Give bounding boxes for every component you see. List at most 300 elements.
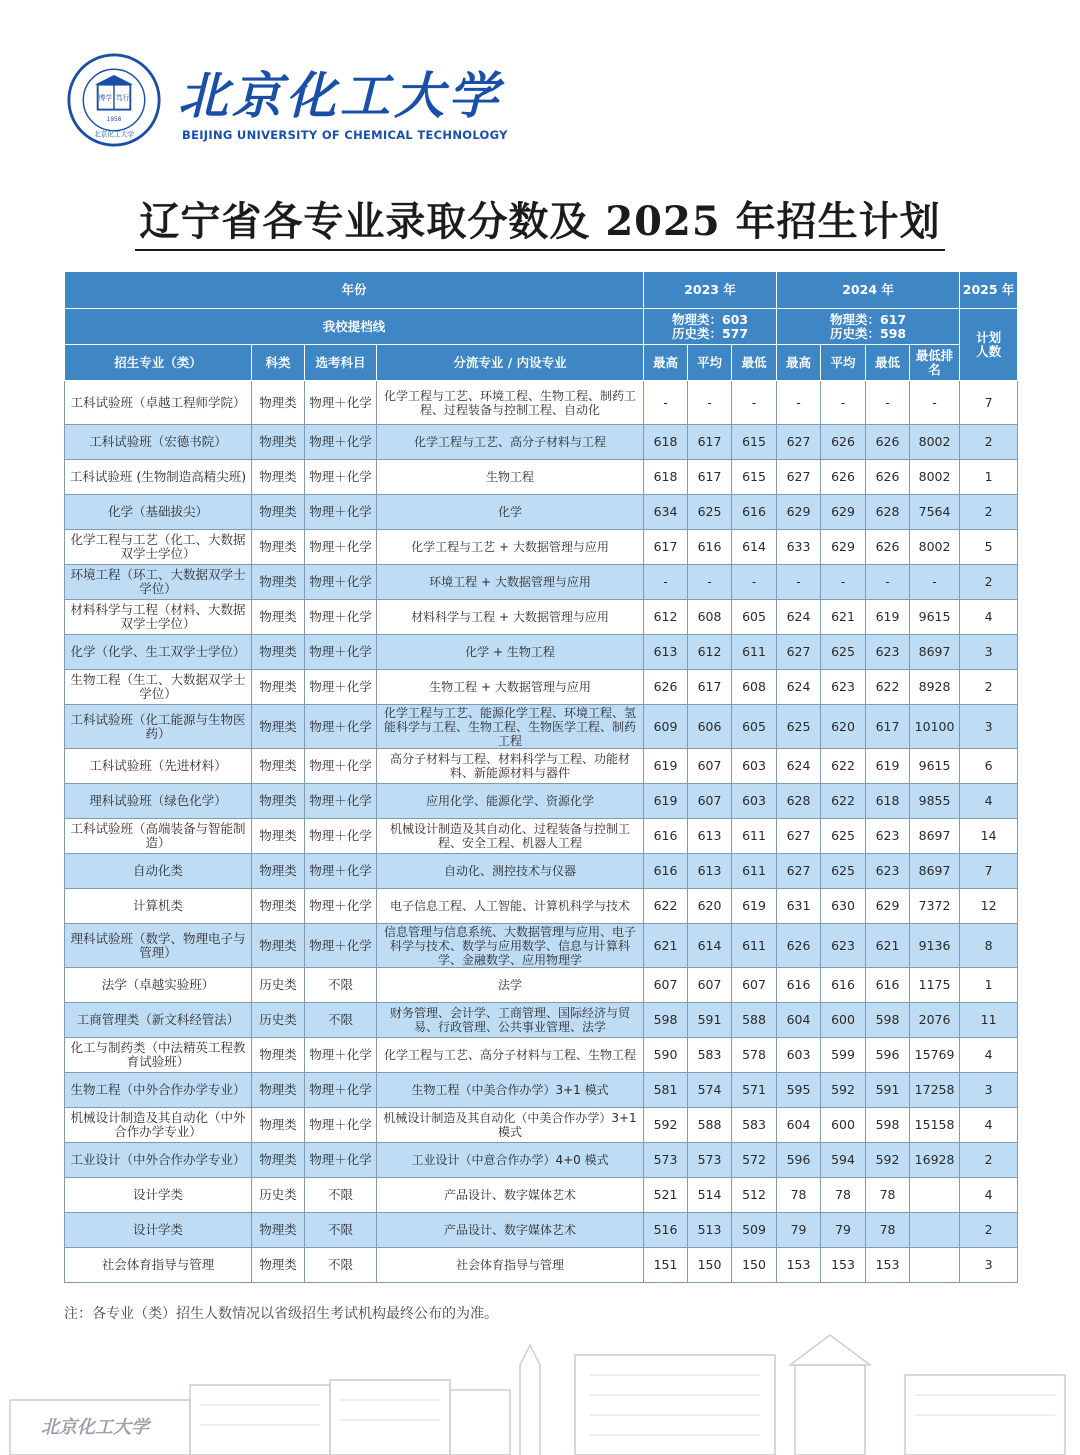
table-cell: 工业设计（中意合作办学）4+0 模式 (377, 1143, 644, 1178)
table-cell: 工科试验班（高端装备与智能制造） (65, 819, 252, 854)
table-cell: 1 (960, 460, 1018, 495)
table-cell: 工业设计（中外合作办学专业） (65, 1143, 252, 1178)
table-cell: 生物工程 + 大数据管理与应用 (377, 670, 644, 705)
table-cell: 化学工程与工艺、高分子材料与工程 (377, 425, 644, 460)
table-cell: 物理＋化学 (305, 460, 377, 495)
table-cell: 622 (821, 784, 866, 819)
table-cell: 16928 (910, 1143, 960, 1178)
table-cell: 物理类 (252, 1213, 305, 1248)
table-cell: 1175 (910, 968, 960, 1003)
table-cell: 627 (777, 819, 821, 854)
table-row (65, 1213, 1018, 1248)
table-cell: 624 (777, 670, 821, 705)
brand-header (60, 52, 508, 152)
table-row (65, 924, 1018, 968)
table-cell: 631 (777, 889, 821, 924)
table-cell: 物理类 (252, 600, 305, 635)
table-cell: 605 (732, 600, 777, 635)
table-cell: 物理＋化学 (305, 1108, 377, 1143)
table-cell: 613 (688, 854, 732, 889)
table-cell: 工科试验班（宏德书院） (65, 425, 252, 460)
table-cell: 588 (732, 1003, 777, 1038)
table-cell: 材料科学与工程（材料、大数据双学士学位） (65, 600, 252, 635)
table-cell: 514 (688, 1178, 732, 1213)
plan-count-label: 计划人数 (976, 329, 1002, 359)
table-cell: 化学 + 生物工程 (377, 635, 644, 670)
table-cell: 592 (821, 1073, 866, 1108)
table-cell: 623 (821, 670, 866, 705)
table-cell: 法学（卓越实验班） (65, 968, 252, 1003)
table-cell: 591 (688, 1003, 732, 1038)
table-cell: 化学（化学、生工双学士学位） (65, 635, 252, 670)
table-row (65, 705, 1018, 749)
table-cell: - (866, 381, 910, 425)
table-cell: 化学工程与工艺、环境工程、生物工程、制药工程、过程装备与控制工程、自动化 (377, 381, 644, 425)
table-cell: 598 (866, 1003, 910, 1038)
table-cell: 生物工程（中美合作办学）3+1 模式 (377, 1073, 644, 1108)
table-cell: - (688, 381, 732, 425)
table-cell: 3 (960, 1073, 1018, 1108)
table-cell: 623 (821, 924, 866, 968)
table-cell: 616 (644, 819, 688, 854)
table-cell: 生物工程（中外合作办学专业） (65, 1073, 252, 1108)
table-cell: 614 (688, 924, 732, 968)
table-cell: 物理类 (252, 381, 305, 425)
table-cell: 3 (960, 635, 1018, 670)
column-header: 最低排名 (910, 345, 960, 381)
table-cell: 509 (732, 1213, 777, 1248)
table-row (65, 1248, 1018, 1283)
table-cell: 622 (821, 749, 866, 784)
table-cell: 612 (688, 635, 732, 670)
table-cell: 物理＋化学 (305, 854, 377, 889)
table-cell: 物理类 (252, 1038, 305, 1073)
table-cell: 2 (960, 670, 1018, 705)
threshold-2024-history: 历史类：598 (830, 325, 907, 341)
table-cell: 物理＋化学 (305, 1073, 377, 1108)
table-row (65, 565, 1018, 600)
table-cell: 578 (732, 1038, 777, 1073)
table-cell: 619 (732, 889, 777, 924)
threshold-2024-physics: 物理类：617 (830, 311, 907, 327)
table-cell: 625 (821, 635, 866, 670)
table-cell: 613 (644, 635, 688, 670)
table-cell: 592 (866, 1143, 910, 1178)
table-cell: 9615 (910, 749, 960, 784)
table-cell: 613 (688, 819, 732, 854)
table-cell: 1 (960, 968, 1018, 1003)
table-cell: 物理＋化学 (305, 670, 377, 705)
table-cell: 工科试验班（先进材料） (65, 749, 252, 784)
table-row (65, 381, 1018, 425)
table-cell: 物理＋化学 (305, 530, 377, 565)
table-cell: 物理＋化学 (305, 924, 377, 968)
table-cell: 12 (960, 889, 1018, 924)
table-cell: 621 (644, 924, 688, 968)
threshold-2023 (644, 309, 777, 345)
table-cell: 2 (960, 425, 1018, 460)
table-cell: 626 (821, 425, 866, 460)
table-cell: 151 (644, 1248, 688, 1283)
table-cell: 626 (777, 924, 821, 968)
table-row (65, 968, 1018, 1003)
footer-brand: 北京化工大学 (41, 1417, 149, 1438)
table-cell: 618 (644, 460, 688, 495)
table-cell: 物理类 (252, 854, 305, 889)
table-cell: - (644, 381, 688, 425)
table-cell: 611 (732, 819, 777, 854)
table-cell: 624 (777, 749, 821, 784)
table-cell: 物理＋化学 (305, 749, 377, 784)
table-cell: 不限 (305, 1248, 377, 1283)
table-cell: 物理类 (252, 565, 305, 600)
table-cell: 9136 (910, 924, 960, 968)
table-cell: 物理＋化学 (305, 705, 377, 749)
page-title-text: 辽宁省各专业录取分数及 2025 年招生计划 (135, 198, 944, 251)
table-cell: 8002 (910, 460, 960, 495)
table-cell: 8697 (910, 819, 960, 854)
table-cell: 化学（基础拔尖） (65, 495, 252, 530)
table-cell: 高分子材料与工程、材料科学与工程、功能材料、新能源材料与器件 (377, 749, 644, 784)
table-cell: 611 (732, 854, 777, 889)
table-cell: 599 (821, 1038, 866, 1073)
column-header-row (65, 345, 1018, 381)
table-cell: 78 (866, 1178, 910, 1213)
table-cell: 627 (777, 460, 821, 495)
table-body (65, 381, 1018, 1283)
table-cell: 79 (777, 1213, 821, 1248)
table-cell: 78 (866, 1213, 910, 1248)
table-cell: - (777, 381, 821, 425)
table-cell: 78 (777, 1178, 821, 1213)
table-cell: 617 (688, 670, 732, 705)
table-cell: 8928 (910, 670, 960, 705)
table-cell: 616 (866, 968, 910, 1003)
table-cell: 不限 (305, 968, 377, 1003)
table-cell: 物理＋化学 (305, 495, 377, 530)
table-cell: 607 (688, 784, 732, 819)
table-cell: 4 (960, 1108, 1018, 1143)
table-cell: 8697 (910, 854, 960, 889)
threshold-2024 (777, 309, 960, 345)
table-cell: 626 (866, 530, 910, 565)
table-cell: 603 (732, 749, 777, 784)
table-cell: - (732, 565, 777, 600)
table-cell: 621 (866, 924, 910, 968)
table-cell: - (644, 565, 688, 600)
table-cell (910, 1178, 960, 1213)
table-cell: 516 (644, 1213, 688, 1248)
table-cell: 588 (688, 1108, 732, 1143)
table-cell: 623 (866, 819, 910, 854)
table-cell: 153 (866, 1248, 910, 1283)
table-cell: 583 (732, 1108, 777, 1143)
table-cell: 617 (688, 460, 732, 495)
table-cell: 14 (960, 819, 1018, 854)
table-cell: 619 (644, 749, 688, 784)
column-header: 最低 (866, 345, 910, 381)
table-cell: 9855 (910, 784, 960, 819)
table-cell: 619 (644, 784, 688, 819)
table-cell: 626 (866, 425, 910, 460)
table-cell: 6 (960, 749, 1018, 784)
table-cell: 化学工程与工艺 + 大数据管理与应用 (377, 530, 644, 565)
university-seal-icon (66, 52, 162, 148)
seal-inner-right: 笃行 (115, 94, 130, 102)
table-cell: 622 (644, 889, 688, 924)
table-cell: 化学工程与工艺、能源化学工程、环境工程、氢能科学与工程、生物工程、生物医学工程、制药工程 (377, 705, 644, 749)
table-cell: 623 (866, 635, 910, 670)
table-cell: 620 (821, 705, 866, 749)
table-cell (910, 1248, 960, 1283)
table-cell: - (732, 381, 777, 425)
table-cell: 634 (644, 495, 688, 530)
table-cell: 627 (777, 425, 821, 460)
table-cell: 应用化学、能源化学、资源化学 (377, 784, 644, 819)
table-cell: 物理类 (252, 1108, 305, 1143)
table-cell: 630 (821, 889, 866, 924)
table-cell: - (910, 565, 960, 600)
page-title (0, 190, 1080, 247)
year-2025: 2025 年 (960, 272, 1018, 309)
threshold-label: 我校提档线 (65, 309, 644, 345)
table-cell: 17258 (910, 1073, 960, 1108)
table-cell: 629 (821, 495, 866, 530)
table-cell: 物理类 (252, 1143, 305, 1178)
table-cell: 不限 (305, 1178, 377, 1213)
table-cell: 4 (960, 1038, 1018, 1073)
table-cell: 设计学类 (65, 1213, 252, 1248)
year-2024: 2024 年 (777, 272, 960, 309)
table-cell: 物理类 (252, 460, 305, 495)
table-cell: 5 (960, 530, 1018, 565)
table-cell: 4 (960, 1178, 1018, 1213)
table-cell: 619 (866, 749, 910, 784)
table-cell: 物理类 (252, 749, 305, 784)
table-cell: 环境工程（环工、大数据双学士学位） (65, 565, 252, 600)
table-cell: 607 (688, 968, 732, 1003)
table-cell: 625 (777, 705, 821, 749)
table-cell: 物理类 (252, 670, 305, 705)
table-row (65, 425, 1018, 460)
table-row (65, 1143, 1018, 1178)
table-cell: - (821, 565, 866, 600)
table-cell: 理科试验班（绿色化学） (65, 784, 252, 819)
table-cell: 600 (821, 1003, 866, 1038)
table-cell: 626 (866, 460, 910, 495)
table-cell: 物理＋化学 (305, 784, 377, 819)
brand-name-en: BEIJING UNIVERSITY OF CHEMICAL TECHNOLOGY (182, 128, 508, 142)
table-cell: 物理＋化学 (305, 425, 377, 460)
table-cell: 生物工程 (377, 460, 644, 495)
table-cell: - (688, 565, 732, 600)
table-cell: 环境工程 + 大数据管理与应用 (377, 565, 644, 600)
table-cell: 历史类 (252, 968, 305, 1003)
table-cell: 物理＋化学 (305, 600, 377, 635)
table-cell: 521 (644, 1178, 688, 1213)
table-cell: 627 (777, 635, 821, 670)
table-cell: 机械设计制造及其自动化、过程装备与控制工程、安全工程、机器人工程 (377, 819, 644, 854)
table-cell: 633 (777, 530, 821, 565)
table-cell: 625 (821, 854, 866, 889)
seal-year: 1958 (106, 117, 122, 124)
table-row (65, 670, 1018, 705)
table-cell: 物理类 (252, 1073, 305, 1108)
table-cell: 624 (777, 600, 821, 635)
table-cell: 工科试验班 (生物制造高精尖班) (65, 460, 252, 495)
table-cell: 612 (644, 600, 688, 635)
column-header: 最低 (732, 345, 777, 381)
table-cell: 512 (732, 1178, 777, 1213)
table-cell: 化学工程与工艺、高分子材料与工程、生物工程 (377, 1038, 644, 1073)
table-cell: 2076 (910, 1003, 960, 1038)
table-cell: 627 (777, 854, 821, 889)
table-cell: 629 (866, 889, 910, 924)
table-row (65, 1108, 1018, 1143)
table-cell: 617 (688, 425, 732, 460)
table-cell: 572 (732, 1143, 777, 1178)
table-cell: 614 (732, 530, 777, 565)
table-cell: 603 (732, 784, 777, 819)
table-cell: 7 (960, 854, 1018, 889)
table-cell: 616 (821, 968, 866, 1003)
table-cell: 598 (866, 1108, 910, 1143)
table-cell: 571 (732, 1073, 777, 1108)
table-cell: 608 (732, 670, 777, 705)
table-cell: 电子信息工程、人工智能、计算机科学与技术 (377, 889, 644, 924)
table-cell: 615 (732, 425, 777, 460)
campus-skyline-illustration (0, 1325, 1080, 1455)
table-cell: 法学 (377, 968, 644, 1003)
table-cell: 8002 (910, 425, 960, 460)
table-cell: 设计学类 (65, 1178, 252, 1213)
table-cell: 608 (688, 600, 732, 635)
table-row (65, 1178, 1018, 1213)
table-cell: 信息管理与信息系统、大数据管理与应用、电子科学与技术、数学与应用数学、信息与计算科学、金融数学、应用物理学 (377, 924, 644, 968)
table-cell (910, 1213, 960, 1248)
seal-bottom-text: 北京化工大学 (93, 130, 135, 139)
table-cell: 591 (866, 1073, 910, 1108)
table-cell: 8697 (910, 635, 960, 670)
table-cell: 物理类 (252, 889, 305, 924)
table-cell: 78 (821, 1178, 866, 1213)
threshold-2023-history: 历史类：577 (671, 325, 749, 341)
table-cell: 15769 (910, 1038, 960, 1073)
table-cell: 625 (688, 495, 732, 530)
table-cell: 581 (644, 1073, 688, 1108)
table-cell: 606 (688, 705, 732, 749)
table-row (65, 635, 1018, 670)
table-cell: 9615 (910, 600, 960, 635)
table-cell: 607 (688, 749, 732, 784)
table-cell: 616 (777, 968, 821, 1003)
table-cell: 自动化、测控技术与仪器 (377, 854, 644, 889)
table-cell: 物理类 (252, 530, 305, 565)
table-cell: 15158 (910, 1108, 960, 1143)
table-cell: 不限 (305, 1213, 377, 1248)
table-cell: 不限 (305, 1003, 377, 1038)
table-cell: 7564 (910, 495, 960, 530)
table-row (65, 819, 1018, 854)
table-cell: 618 (644, 425, 688, 460)
table-cell: 产品设计、数字媒体艺术 (377, 1178, 644, 1213)
table-cell: 574 (688, 1073, 732, 1108)
table-cell: 化学 (377, 495, 644, 530)
seal-inner-left: 博学 (98, 94, 113, 102)
table-row (65, 784, 1018, 819)
table-cell: 3 (960, 705, 1018, 749)
table-cell: 618 (866, 784, 910, 819)
table-row (65, 530, 1018, 565)
table-cell: 616 (644, 854, 688, 889)
column-header: 招生专业（类） (65, 345, 252, 381)
table-cell: 4 (960, 784, 1018, 819)
table-cell: 604 (777, 1003, 821, 1038)
table-cell: 物理＋化学 (305, 635, 377, 670)
table-cell: 8 (960, 924, 1018, 968)
table-cell: 物理＋化学 (305, 819, 377, 854)
table-cell: 619 (866, 600, 910, 635)
table-cell: 617 (866, 705, 910, 749)
column-header: 科类 (252, 345, 305, 381)
table-cell: 工科试验班（卓越工程师学院） (65, 381, 252, 425)
table-cell: 625 (821, 819, 866, 854)
table-cell: 620 (688, 889, 732, 924)
table-cell: 607 (644, 968, 688, 1003)
table-row (65, 854, 1018, 889)
table-cell: - (910, 381, 960, 425)
table-cell: 573 (688, 1143, 732, 1178)
table-cell: 153 (777, 1248, 821, 1283)
table-cell: 理科试验班（数学、物理电子与管理） (65, 924, 252, 968)
table-cell: 社会体育指导与管理 (377, 1248, 644, 1283)
table-cell: 物理类 (252, 1248, 305, 1283)
column-header: 最高 (777, 345, 821, 381)
table-row (65, 889, 1018, 924)
table-cell: 598 (644, 1003, 688, 1038)
table-cell: 604 (777, 1108, 821, 1143)
table-cell: 物理类 (252, 635, 305, 670)
table-cell: 573 (644, 1143, 688, 1178)
table-cell: 机械设计制造及其自动化（中外合作办学专业） (65, 1108, 252, 1143)
table-cell: 物理类 (252, 924, 305, 968)
table-cell: 79 (821, 1213, 866, 1248)
table-cell: 物理类 (252, 495, 305, 530)
table-cell: 3 (960, 1248, 1018, 1283)
column-header: 最高 (644, 345, 688, 381)
table-cell: 629 (777, 495, 821, 530)
brand-name-cn: 北京化工大学 (178, 66, 502, 125)
table-cell: - (777, 565, 821, 600)
table-cell: 621 (821, 600, 866, 635)
table-cell: 物理类 (252, 705, 305, 749)
table-cell: 594 (821, 1143, 866, 1178)
table-cell: 607 (732, 968, 777, 1003)
table-cell: 513 (688, 1213, 732, 1248)
table-cell: 产品设计、数字媒体艺术 (377, 1213, 644, 1248)
table-cell: 2 (960, 1213, 1018, 1248)
table-cell: 历史类 (252, 1003, 305, 1038)
table-cell: 617 (644, 530, 688, 565)
table-cell: 611 (732, 924, 777, 968)
table-cell: 机械设计制造及其自动化（中美合作办学）3+1 模式 (377, 1108, 644, 1143)
table-cell: 623 (866, 854, 910, 889)
table-cell: 153 (821, 1248, 866, 1283)
table-cell: 596 (866, 1038, 910, 1073)
table-cell: 物理＋化学 (305, 381, 377, 425)
table-cell: 材料科学与工程 + 大数据管理与应用 (377, 600, 644, 635)
table-cell: 2 (960, 565, 1018, 600)
